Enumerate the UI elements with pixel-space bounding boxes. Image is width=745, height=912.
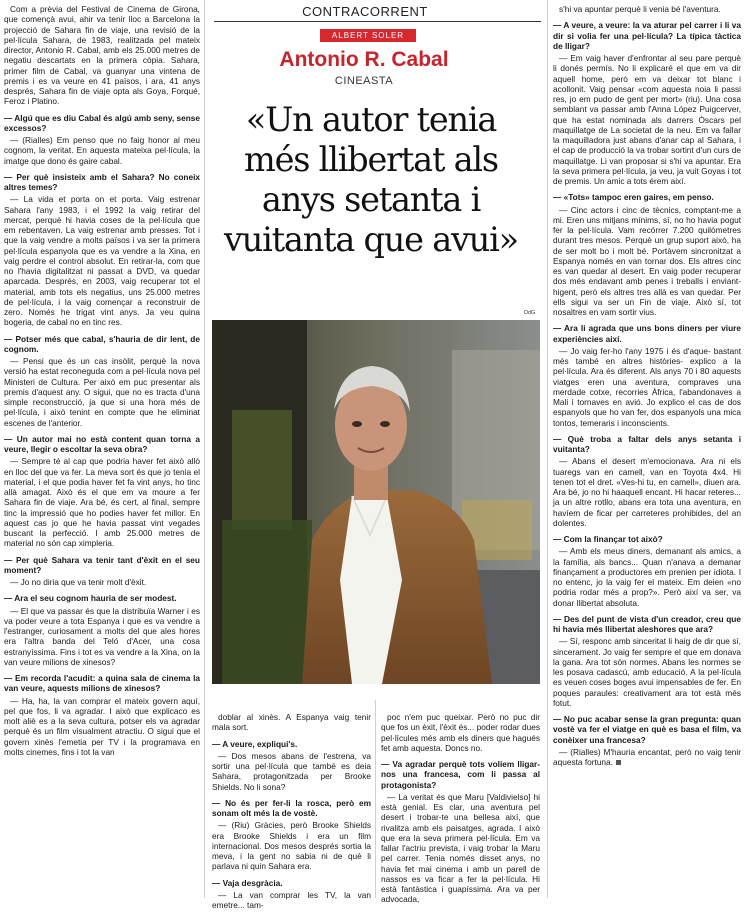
interview-question: — A veure, expliqui's. xyxy=(212,738,298,749)
interview-question: — Per què insisteix amb el Sahara? No coneix altres temes? xyxy=(4,171,200,192)
column-divider xyxy=(204,0,205,898)
interview-question: — Com la finançar tot això? xyxy=(553,534,663,544)
interview-question: — No és per fer-li la rosca, però em sonam olt més la de vostè. xyxy=(212,797,371,818)
section-label: CONTRACORRENT xyxy=(302,4,428,19)
portrait-photo xyxy=(212,320,540,684)
interview-question: — Algú que es diu Cabal és algú amb seny, sense excessos? xyxy=(4,112,200,133)
paragraph: — Em vaig haver d'enfrontar al seu pare perquè li donés permís. No li explicaré el que em va dir aquell home, però em va deixar tot blanc i acollonit. Vaig pensar «com aquesta noia li passi res, jo em pudo de gent per mort» (riu). Una cosa semblant va passar amb l'Anna López Puigcerver, que ha estat nominada als darrers Òscars pel maquillatge de La societat de la neu. Em va fallar la maquilladora just abans d'anar cap al Sahara, i el cap de producció la va trobar sortint d'un curs de maquillatge. Li van proposar si s'hi va apuntar. Era la seva primera pel·lícula, ja veu, ja vuit Goyas i tot de premis. Un amic a tots érem així. xyxy=(553,53,741,186)
byline: ALBERT SOLER xyxy=(320,29,416,42)
interview-question: — Què troba a faltar dels anys setanta i vuitanta? xyxy=(553,433,741,454)
interview-question: — Un autor mai no està content quan torna a veure, llegir o escoltar la seva obra? xyxy=(4,433,200,454)
interview-question: — Des del punt de vista d'un creador, creu que hi havia més llibertat aleshores que ara? xyxy=(553,613,741,634)
paragraph: Com a prèvia del Festival de Cinema de Girona, que començà avui, ahir va tenir lloc a Barcelona la projecció de Sahara fin de viaje, una revisió de la pel·lícula Sahara, de 1983, realitzada pel mateix director, Antonio R. Cabal, amb els 25.000 metres de negatiu descartats en la primera còpia. Sahara, primer film de Cabal, va guanyar una vintena de premis i es va veure en 41 països, i ara, 41 anys després, Sahara fin de viaje opta als Goya, Forqué, Feroz i Platino. xyxy=(4,4,200,107)
column-divider xyxy=(375,700,376,898)
paragraph: — Amb els meus diners, demanant als amics, a la família, als bancs... Quan n'anava a demanar finançament a productores em prenien per idiota. I no entenc, jo la vaig fer el mateix. Em deien «no podria rodar més a prop?». Però així va ser, va donar llibertat absoluta. xyxy=(553,546,741,608)
paragraph: s'hi va apuntar perquè li venia bé l'aventura. xyxy=(559,4,721,14)
interview-question: — Em recorda l'acudit: a quina sala de cinema la van veure, aquests milions de xinesos? xyxy=(4,673,200,694)
interviewee-role: CINEASTA xyxy=(334,75,394,87)
paragraph: — Abans el desert m'emocionava. Ara ni els tuaregs van en camell, van en Toyota 4x4. Hi tenen tot el dret. «Ves-hi tu, en camell», diuen ara. Ara bé, jo no hi haaquell encant. Hi hacar reteres... ja un altre rotllo, abans era tota una aventura, en havíem de ficar per carreteres prohibides, del an dolentes. xyxy=(553,456,741,528)
paragraph: — Dos mesos abans de l'estrena, va sortir una pel·lícula que també es deia Sahara, protagonitzada per Brooke Shields. No li sona? xyxy=(212,750,371,792)
paragraph: — Cinc actors i cinc de tècnics, comptant-me a mi. Eren uns mitjans mínims, sí, no ho havia pogut fer la pel·lícula. Vam recórrer 7.200 quilòmetres durant tres mesos. Perquè un grup suport això, ha de ser molt bo i molt bé. Portàvem sincronitzat a Espanya només en van tornar dos. Els altres cinc es van quedar al desert. En vaig poder recuperar dos més endavant amb penes i treballs i enviant-higent, però els altres tres allà es van quedar. Per ells sigui va ser un Fin de viaje. Això sí, tot nosaltres en vam sortir vius. xyxy=(553,204,741,317)
photo-credit: DdG xyxy=(524,310,536,316)
paragraph: — Jo no diria que va tenir molt d'èxit. xyxy=(10,577,147,587)
paragraph: — Pensi que és un cas insòlit, perquè la nova versió ha estat reconeguda com a pel·lícula nova pel Ministeri de Cultura. Per això em puc presentar als premis d'aquest any. O sigui, que no es tracta d'una simple reconstrucció, ja que si una hora més de pel·lícula, i això tenint en compte que he eliminat escenes de l'anterior. xyxy=(4,356,200,428)
paragraph: — Sempre té al cap que podria haver fet això allò en lloc del que va fer. La meva sort és que jo tenia el material, i el que podia haver fet fa vint anys, ho tinc allà amagat. Això és el que em va moure a fer Sahara fin de viaje. Ara bé, és cert, al final, sempre tinc la impressió que ho podies haver fet millor. En aquest cas jo que he havia passat vint vegades buscant la perfecció. I amb 25.000 metres de material no són cap ximpleria. xyxy=(4,456,200,549)
interview-question: — Ara li agrada que uns bons diners per viure experiències així. xyxy=(553,323,741,344)
interview-question: — Va agradar perquè tots volíem lligar- nos una francesa, com li passa al protagonista? xyxy=(381,759,540,790)
interviewee-name: Antonio R. Cabal xyxy=(279,48,449,71)
article-column-3 xyxy=(381,712,540,907)
paragraph: — El que va passar és que la distribuïa Warner i es va poder veure a tota Espanya i que es va vendre a l'estranger, curiosament a molts del que ales hores era l'altra banda del Teló d'Acer, una cosa estranyíssima. Fins i tot es va vendre a la Xina, on la van veure milions de xinesos? xyxy=(4,605,200,667)
end-mark xyxy=(616,760,621,765)
paragraph: — Ha, ha, la van comprar el mateix govern aquí, pel que fos, li va agradar. I això que explicaco es molt aliè es a la seva cultura, potser els va agradar perquè és un film visualment atractiu. O sigui que el govern xinès l'emetia per TV i la programava en molts cinemes, fins i tot la van xyxy=(4,695,200,757)
paragraph: — (Rialles) Em penso que no faig honor al meu cognom, la veritat. En aquesta mateixa pel·lícula, la imatge que dono és gaire cabal. xyxy=(4,135,200,166)
paragraph: doblar al xinès. A Espanya vaig tenir mala sort. xyxy=(212,712,371,733)
interview-question: — Potser més que cabal, s'hauria de dir lent, de cognom. xyxy=(4,333,200,354)
interview-question: — Vaja desgràcia. xyxy=(212,877,283,888)
paragraph: — (Rialles) M'hauria encantat, però no vaig tenir aquesta fortuna. xyxy=(553,746,741,767)
column-divider xyxy=(547,0,548,898)
interview-question: — A veure, a veure: la va aturar pel carrer i li va dir si volia fer una pel·lícula? La típica tàctica de lligar? xyxy=(553,20,741,51)
interview-question: — «Tots» tampoc eren gaires, em penso. xyxy=(553,192,714,203)
paragraph: — La veritat és que Maru [Valdivielso] hi està genial. Es clar, una aventura pel desert i trobar-te una bellesa així, que rivalitza amb els paisatges, agrada. I això que era la seva primera pel·lícula. Em va fallar l'actriu prevista, i vaig trobar la Maru pel carrer. Tenia només disset anys, no havia fet mai cinema i amb un parell de nassos es va ficar a fer la pel·lícula. Hi està fantàstica i guapíssima. Ara va per advocada, xyxy=(381,791,540,905)
paragraph: — Jo vaig fer-ho l'any 1975 i és d'aque- bastant més també en altres històries- explico a la pel·lícula. Ara és diferent. Als anys 70 i 80 aquests viatges eren una aventura, compraves una merdade cotxe, recorries Àfrica, l'abandonaves a Mali i tornaves en avió. Jo explico el cas de dos espanyols que ho van fer, dos espanyols una mica tontos, temeraris i inconscients. xyxy=(553,345,741,428)
interview-question: — Per què Sahara va tenir tant d'èxit en el seu moment? xyxy=(4,554,200,575)
paragraph: — Sí, responc amb sinceritat li haig de dir que sí, sincerament. Jo vaig fer sempre el que em donava la gana. Ara tot són normes. Abans les normes se les posava cadascú, amb educació. A la pel·lícula es veuen coses boges avui impensables de fer. En poques paraules: creativament ara tot està més fotut. xyxy=(553,636,741,708)
article-column-4 xyxy=(553,4,741,769)
interview-question: — No puc acabar sense la gran pregunta: quan vostè va fer el viatge en què es basa el film, va conèixer una francesa? xyxy=(553,714,741,745)
paragraph: — (Riu) Gràcies, però Brooke Shields era Brooke Shields i era un film internacional. Dos mesos després sortia la meva, i la gent no sabia ni de què li parlava ni quin Sahara era. xyxy=(212,820,371,872)
article-column-2 xyxy=(212,712,371,912)
headline: «Un autor tenia més llibertat als anys setanta i vuitanta que avui» xyxy=(224,100,518,259)
paragraph: — La van comprar les TV, la van emetre... tam- xyxy=(212,889,371,910)
paragraph: — La vida et porta on et porta. Vaig estrenar Sahara l'any 1983, i el 1992 la vaig retirar del mercat, perquè hi havia coses de la pel·lícula que em rebentaven. La vaig estrenar amb presses. Tot i que la vaig vendre a molts països i va ser la primera pel·lícula espanyola que es va vendre a la Xina, en vaig perdre el control absolut. En retirar-la, com que no l'havia digitalitzat ni passat a DVD, va quedar aparcada. Després, en 2003, vaig recuperar tot el material, amb tots els negatius, uns 25.000 metres de pel·lícula, i la vaig començar a reconstruir de zero. Només he trigat vint anys. Ja veu quina bogeria, de cabal no en tinc res. xyxy=(4,194,200,328)
article-column-1 xyxy=(4,4,200,759)
paragraph: poc n'em puc queixar. Però no puc dir que fos un èxit, l'èxit és... poder rodar dues pel·lícules més amb els diners que hagués fet amb aquesta. Doncs no. xyxy=(381,712,540,753)
section-rule xyxy=(214,21,541,22)
interview-question: — Ara el seu cognom hauria de ser modest. xyxy=(4,593,177,604)
